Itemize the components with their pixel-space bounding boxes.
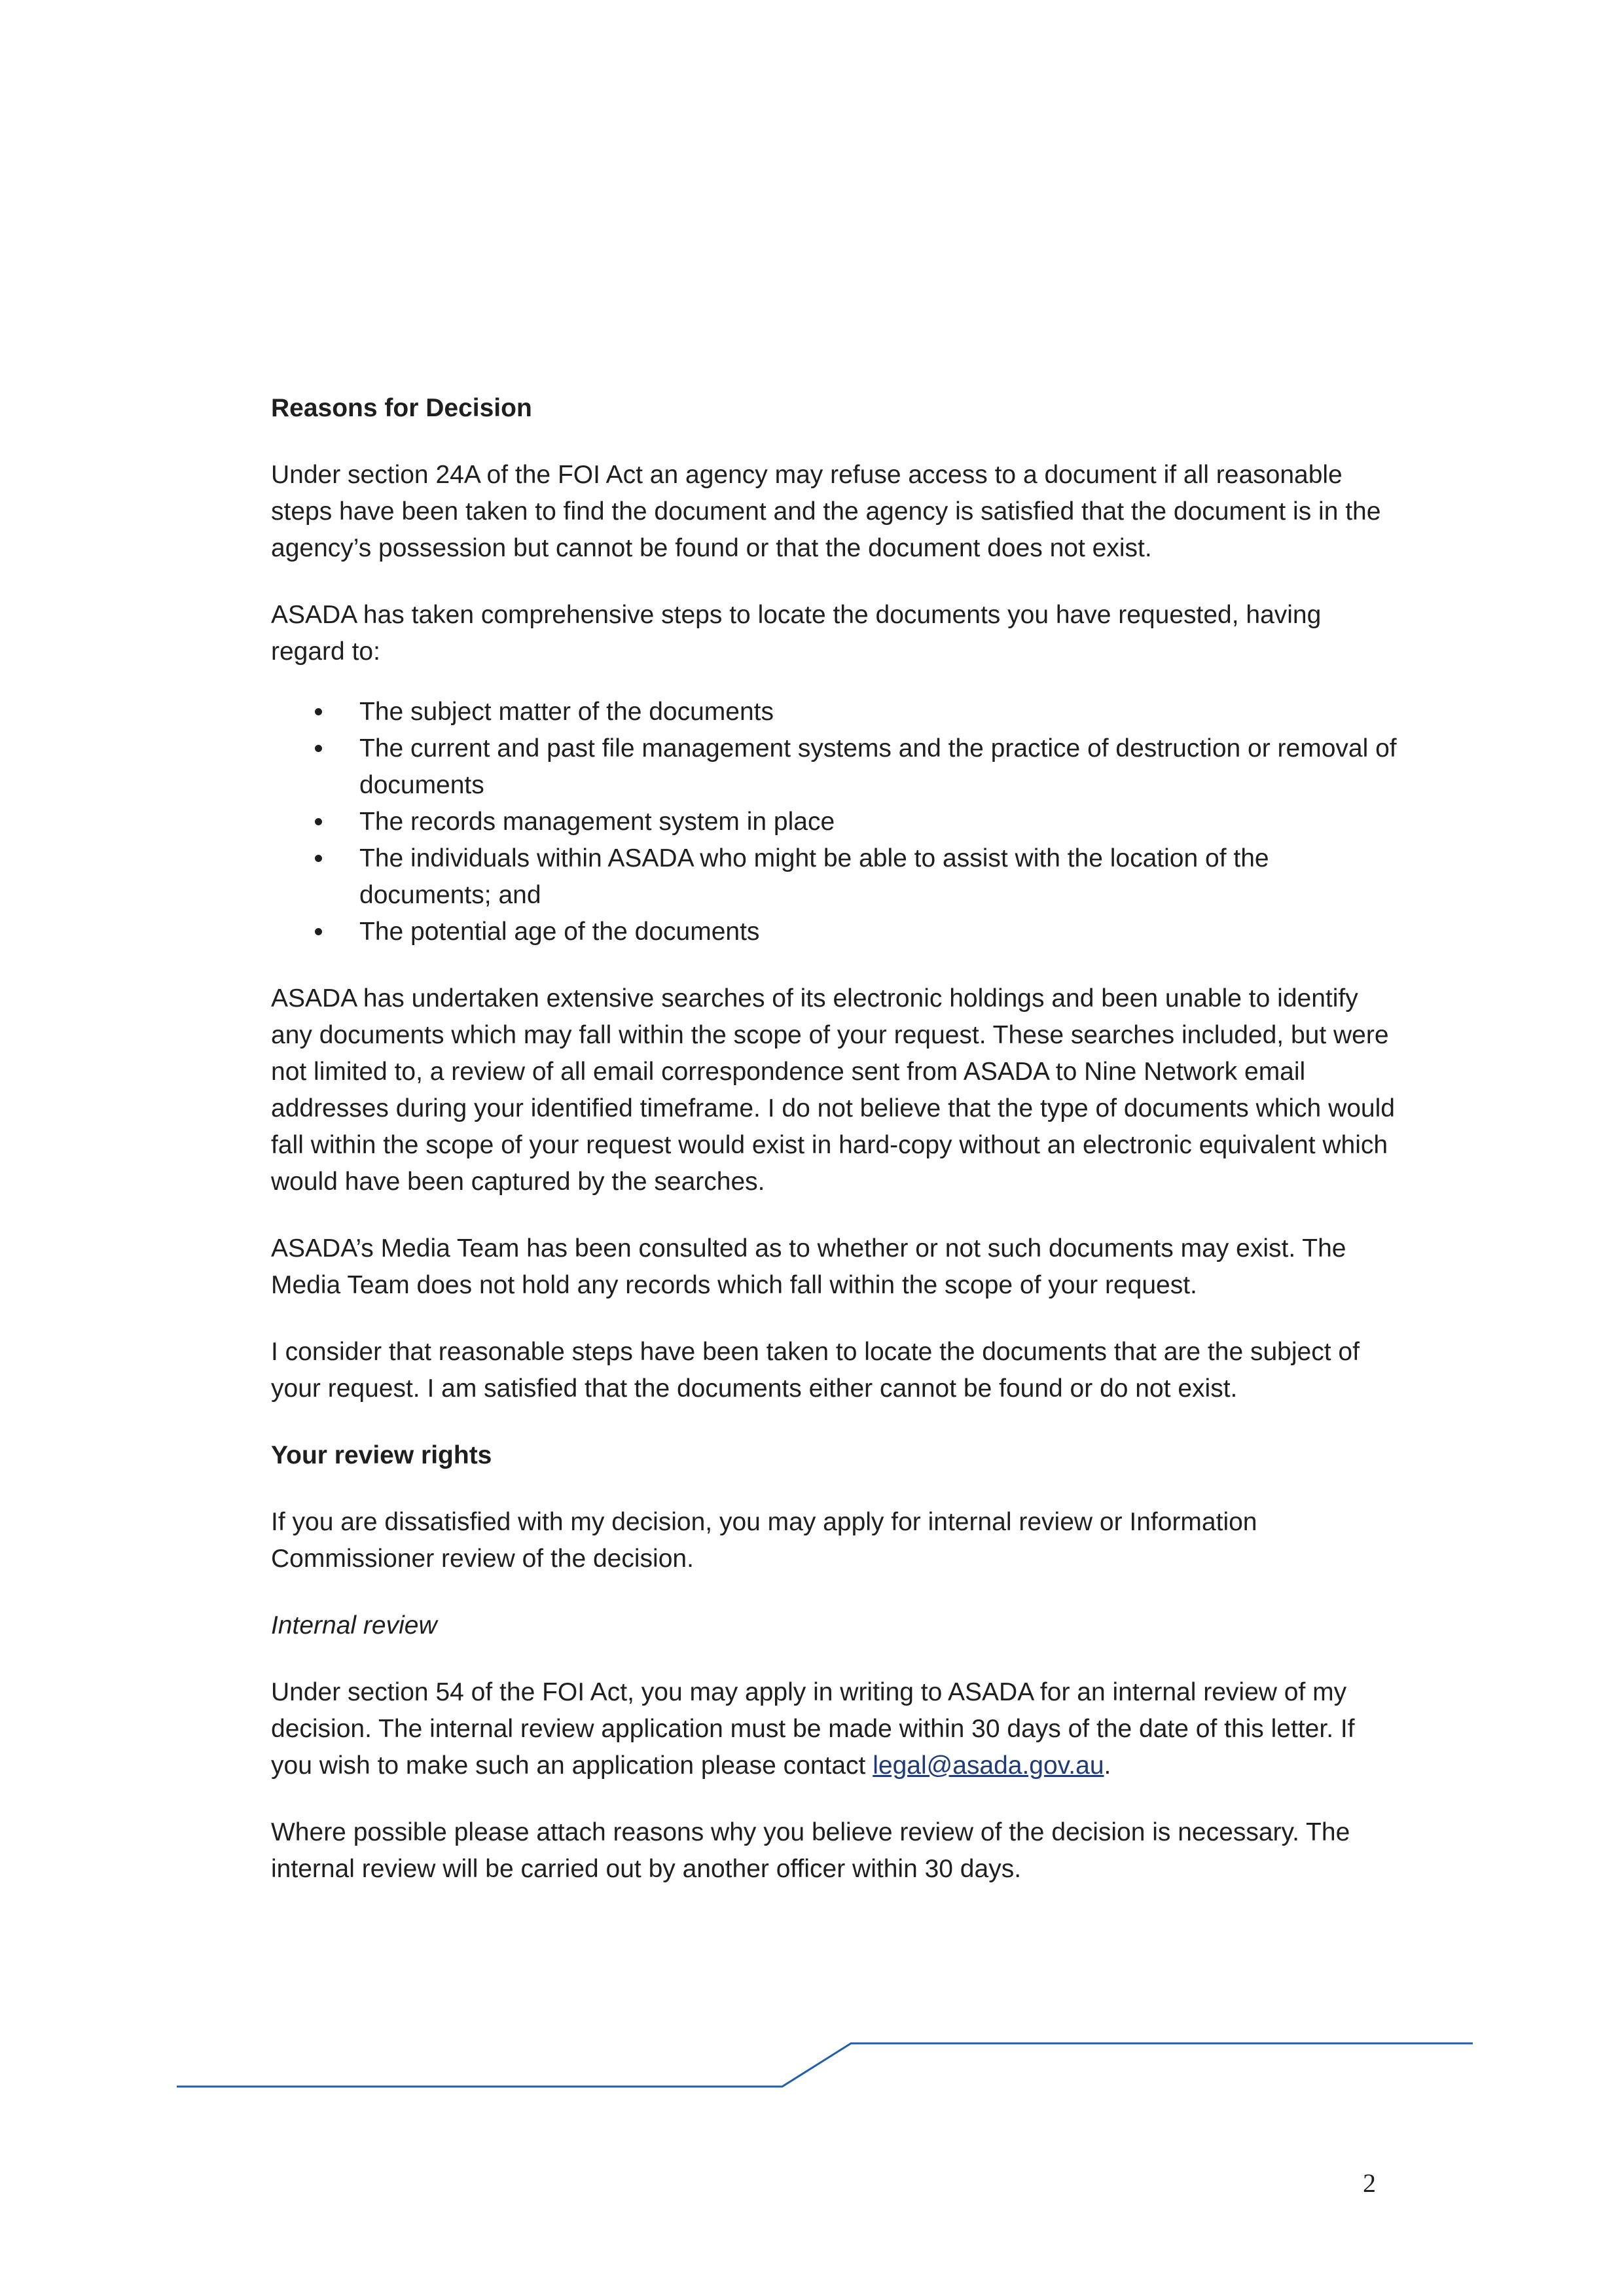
steps-intro-paragraph: ASADA has taken comprehensive steps to locate the documents you have requested, having regard to: — [271, 601, 1322, 666]
reasons-heading: Reasons for Decision — [271, 394, 532, 422]
media-team-paragraph: ASADA’s Media Team has been consulted as to whether or not such documents may exist. The Media Team does not hold any records which fall within the scope of your request. — [271, 1234, 1346, 1299]
page-number: 2 — [1363, 2168, 1376, 2198]
email-link[interactable]: legal@asada.gov.au — [873, 1751, 1104, 1780]
internal-review-subheading: Internal review — [271, 1611, 437, 1640]
list-item: The current and past file management systems and the practice of destruction or removal of documents — [359, 730, 1397, 804]
list-item: The individuals within ASADA who might be able to assist with the location of the documents; and — [359, 840, 1397, 914]
review-options-paragraph: If you are dissatisfied with my decision, you may apply for internal review or Information Commissioner review of the decision. — [271, 1508, 1257, 1573]
section-24a-paragraph: Under section 24A of the FOI Act an agency may refuse access to a document if all reasonable steps have been taken to find the document and the agency is satisfied that the document is in the agency’s possession but cannot be found or that the document does not exist. — [271, 461, 1381, 562]
list-item: The records management system in place — [359, 804, 1397, 840]
attach-reasons-paragraph: Where possible please attach reasons why you believe review of the decision is necessary. The internal review will be carried out by another officer within 30 days. — [271, 1818, 1350, 1883]
review-rights-heading: Your review rights — [271, 1441, 492, 1469]
internal-review-paragraph: Under section 54 of the FOI Act, you may apply in writing to ASADA for an internal review of my decision. The internal review application must be made within 30 days of the date of this letter. If you wish to make such an application please contact legal@asada.gov.au. — [271, 1678, 1355, 1780]
searches-paragraph: ASADA has undertaken extensive searches of its electronic holdings and been unable to identify any documents which may fall within the scope of your request. These searches included, but were not limited to, a review of all email correspondence sent from ASADA to Nine Network email addresses during your identified timeframe. I do not believe that the type of documents which would fall within the scope of your request would exist in hard-copy without an electronic equivalent which would have been captured by the searches. — [271, 984, 1395, 1196]
list-item: The potential age of the documents — [359, 914, 1397, 950]
conclusion-paragraph: I consider that reasonable steps have been taken to locate the documents that are the subject of your request. I am satisfied that the documents either cannot be found or do not exist. — [271, 1338, 1360, 1403]
list-item: The subject matter of the documents — [359, 694, 1397, 730]
